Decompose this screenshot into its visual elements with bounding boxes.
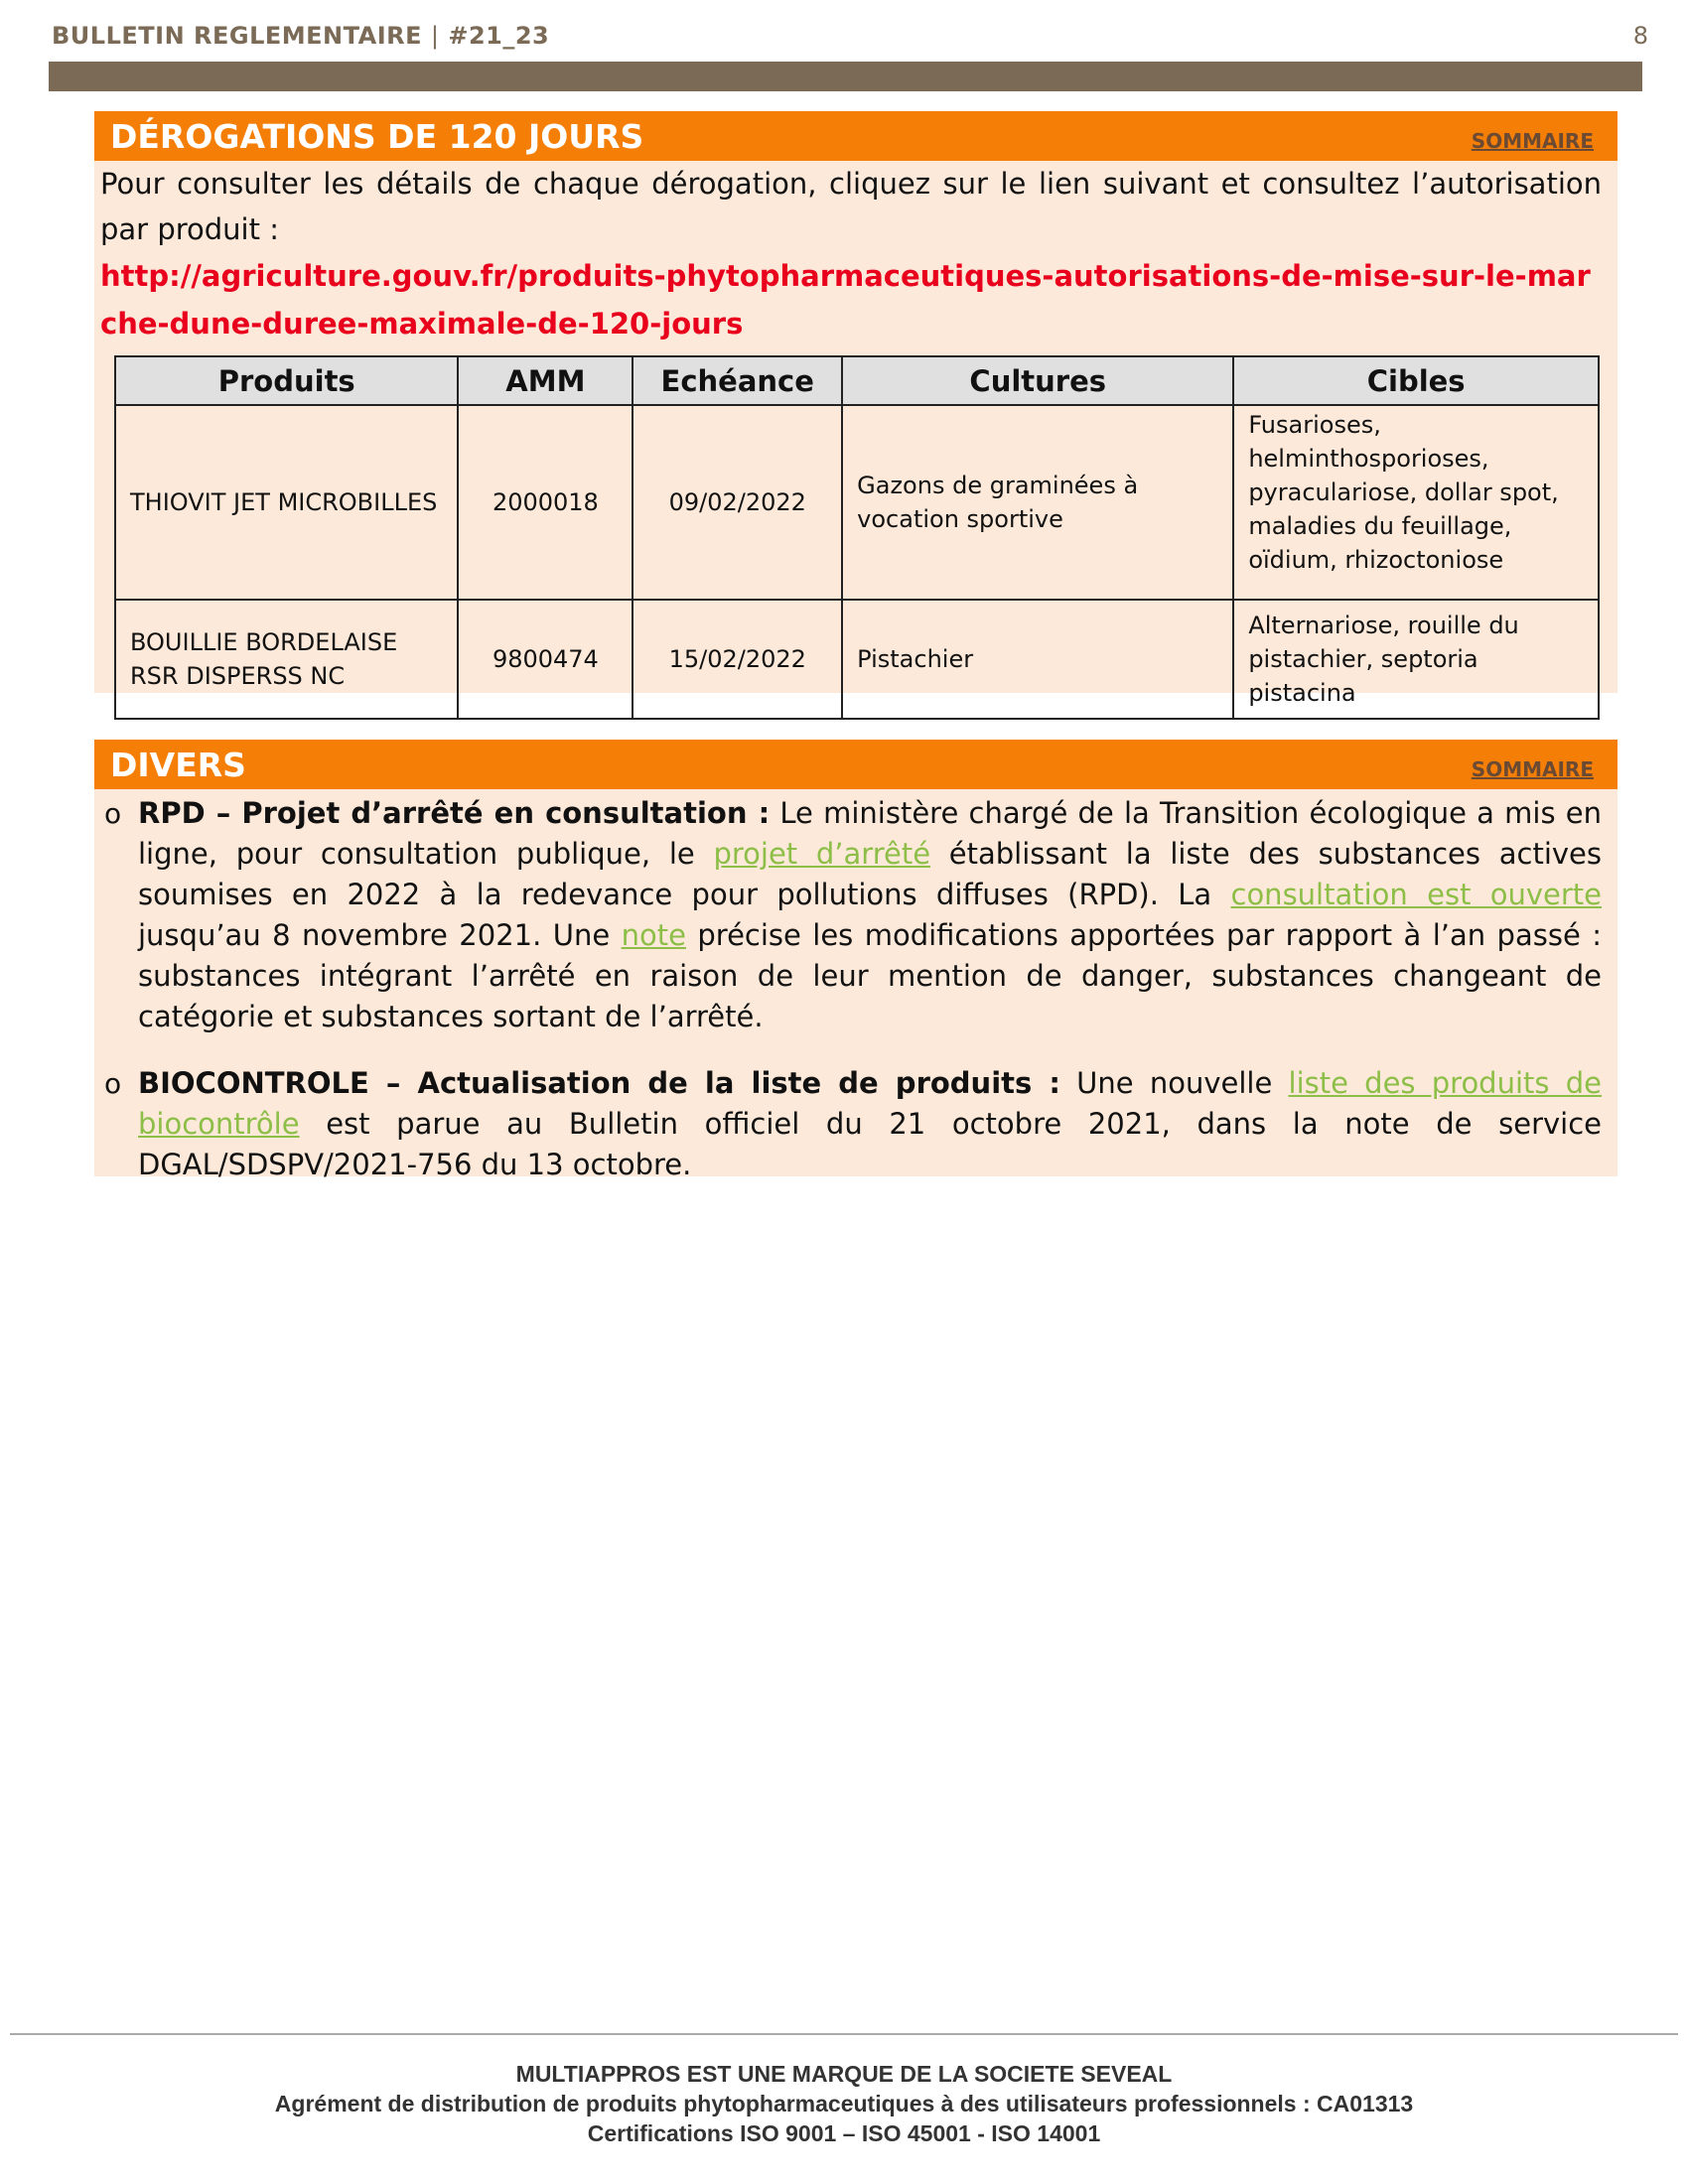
divers-list [94,789,1618,1185]
header-bar [49,62,1642,91]
cell-echeance: 15/02/2022 [633,600,842,719]
section-divers [94,740,1618,1181]
section-divers-header [94,740,1618,789]
item-text: Une nouvelle [1059,1066,1289,1100]
section-derogations-title: DÉROGATIONS DE 120 JOURS [110,116,644,156]
page-number: 8 [1632,22,1648,50]
column-header-produits: Produits [115,356,458,405]
cell-echeance: 09/02/2022 [633,405,842,600]
derogations-intro: Pour consulter les détails de chaque dérogation, cliquez sur le lien suivant et consultez l’autorisation par produit : [100,167,1602,246]
note-link[interactable]: note [621,918,686,952]
biocontrole-list-link[interactable]: liste des produits de biocontrôle [138,1066,1602,1141]
projet-arrete-link[interactable]: projet d’arrêté [713,837,931,871]
section-divers-title: DIVERS [110,745,246,784]
section-derogations-header [94,111,1618,161]
cell-amm: 2000018 [458,405,633,600]
sommaire-link[interactable]: SOMMAIRE [1471,757,1594,781]
item-text: établissant la liste des substances actives soumises en 2022 à la redevance pour pollutions diffuses (RPD). La [138,837,1602,911]
item-text: Le ministère chargé de la Transition écologique a mis en ligne, pour consultation publique, le [138,796,1603,871]
item-text: est parue au Bulletin officiel du 21 octobre 2021, dans la note de service DGAL/SDSPV/2021-756 du 13 octobre. [138,1107,1602,1181]
cell-produit: BOUILLIE BORDELAISE RSR DISPERSS NC [115,600,458,719]
item-heading: RPD – Projet d’arrêté en consultation : [138,796,771,830]
sommaire-link[interactable]: SOMMAIRE [1471,129,1594,153]
column-header-amm: AMM [458,356,633,405]
cell-amm: 9800474 [458,600,633,719]
column-header-cultures: Cultures [842,356,1233,405]
title-separator: | [430,22,440,50]
item-text: précise les modifications apportées par rapport à l’an passé : substances intégrant l’arrêté en raison de leur mention de danger, substances changeant de catégorie et substances sortant de l’arrêté. [138,918,1602,1033]
cell-cibles: Fusarioses, helminthosporioses, pyraculariose, dollar spot, maladies du feuillage, oïdium, rhizoctoniose [1233,405,1599,600]
page-footer [0,2059,1688,2148]
consultation-link[interactable]: consultation est ouverte [1230,878,1603,911]
cell-cibles: Alternariose, rouille du pistachier, septoria pistacina [1233,600,1599,719]
bulletin-name: BULLETIN REGLEMENTAIRE [52,22,423,50]
table-row [115,600,1599,719]
footer-line-certifications: Certifications ISO 9001 – ISO 45001 - ISO 14001 [587,2120,1101,2146]
footer-line-brand: MULTIAPPROS EST UNE MARQUE DE LA SOCIETE SEVEAL [515,2061,1173,2087]
bullet-marker: o [104,1067,122,1100]
table-header-row [115,356,1599,405]
bulletin-title [52,22,549,50]
table-row [115,405,1599,600]
derogations-table [114,355,1600,720]
column-header-echeance: Echéance [633,356,842,405]
section-derogations [94,111,1618,707]
item-text: jusqu’au 8 novembre 2021. Une [138,918,622,952]
footer-line-agrement: Agrément de distribution de produits phytopharmaceutiques à des utilisateurs professionnels : CA01313 [274,2091,1414,2116]
cell-cultures: Gazons de graminées à vocation sportive [842,405,1233,600]
cell-cultures: Pistachier [842,600,1233,719]
list-item [100,793,1602,1037]
bulletin-issue: #21_23 [448,22,550,50]
derogations-url-link[interactable]: http://agriculture.gouv.fr/produits-phytopharmaceutiques-autorisations-de-mise-sur-le-marche-dune-duree-maximale-de-120-jours [100,259,1591,341]
column-header-cibles: Cibles [1233,356,1599,405]
footer-divider [10,2033,1678,2035]
bullet-marker: o [104,797,122,830]
item-heading: BIOCONTROLE – Actualisation de la liste de produits : [138,1066,1060,1100]
list-item [100,1063,1602,1185]
cell-produit: THIOVIT JET MICROBILLES [115,405,458,600]
